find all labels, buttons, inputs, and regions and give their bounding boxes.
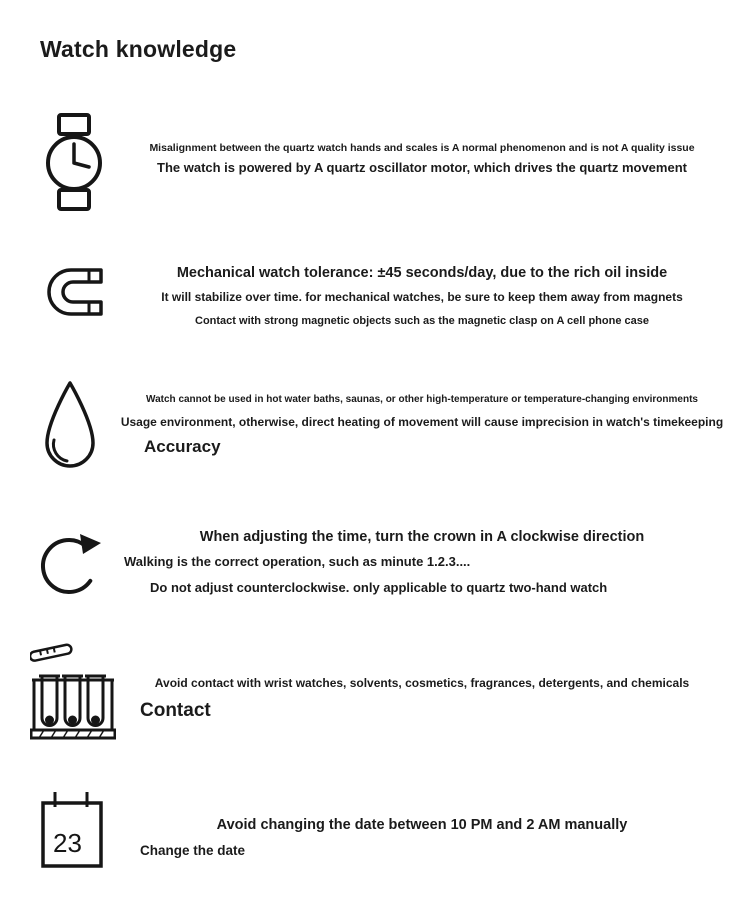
chemicals-icon <box>30 642 116 748</box>
change-date-label: Change the date <box>140 843 246 859</box>
clockwise-adjust-heading: When adjusting the time, turn the crown in A clockwise direction <box>199 529 645 545</box>
usage-environment-text: Usage environment, otherwise, direct heating of movement will cause imprecision in watch's timekeeping <box>120 414 724 429</box>
contact-heading: Contact <box>140 700 211 721</box>
accuracy-heading: Accuracy <box>144 436 221 456</box>
tolerance-heading: Mechanical watch tolerance: ±45 seconds/day, due to the rich oil inside <box>176 265 668 281</box>
chemicals-warning-text: Avoid contact with wrist watches, solvents, cosmetics, fragrances, detergents, and chemicals <box>154 676 690 690</box>
section-text <box>110 112 734 176</box>
quartz-misalignment-note: Misalignment between the quartz watch hands and scales is A normal phenomenon and is not A quality issue <box>149 142 695 154</box>
calendar-icon <box>40 790 104 880</box>
section-text <box>110 640 734 723</box>
section-text <box>110 376 734 457</box>
watch-icon <box>43 112 105 212</box>
section-magnet <box>0 258 750 329</box>
section-contact <box>0 640 750 723</box>
magnet-contact-note: Contact with strong magnetic objects such as the magnetic clasp on A cell phone case <box>195 315 649 328</box>
page-title: Watch knowledge <box>40 36 237 62</box>
section-text <box>110 788 734 860</box>
counterclockwise-warning-text: Do not adjust counterclockwise. only applicable to quartz two-hand watch <box>150 580 608 596</box>
hot-water-warning-note: Watch cannot be used in hot water baths, saunas, or other high-temperature or temperature-changing environments <box>146 394 698 405</box>
magnet-icon <box>43 262 105 322</box>
walking-operation-text: Walking is the correct operation, such as minute 1.2.3.... <box>124 554 471 570</box>
water-drop-icon <box>38 378 102 482</box>
section-quartz-watch <box>0 112 750 176</box>
section-adjust-time <box>0 518 750 597</box>
clockwise-arrow-icon <box>38 520 106 604</box>
section-change-date <box>0 788 750 860</box>
section-text <box>110 518 734 597</box>
calendar-day-number: 23 <box>53 828 82 858</box>
section-text <box>110 258 734 329</box>
quartz-movement-text: The watch is powered by A quartz oscillator motor, which drives the quartz movement <box>157 160 687 176</box>
section-accuracy <box>0 376 750 457</box>
date-change-warning-heading: Avoid changing the date between 10 PM and 2 AM manually <box>216 817 628 833</box>
magnet-warning-text: It will stabilize over time. for mechanical watches, be sure to keep them away from magnets <box>161 290 683 305</box>
